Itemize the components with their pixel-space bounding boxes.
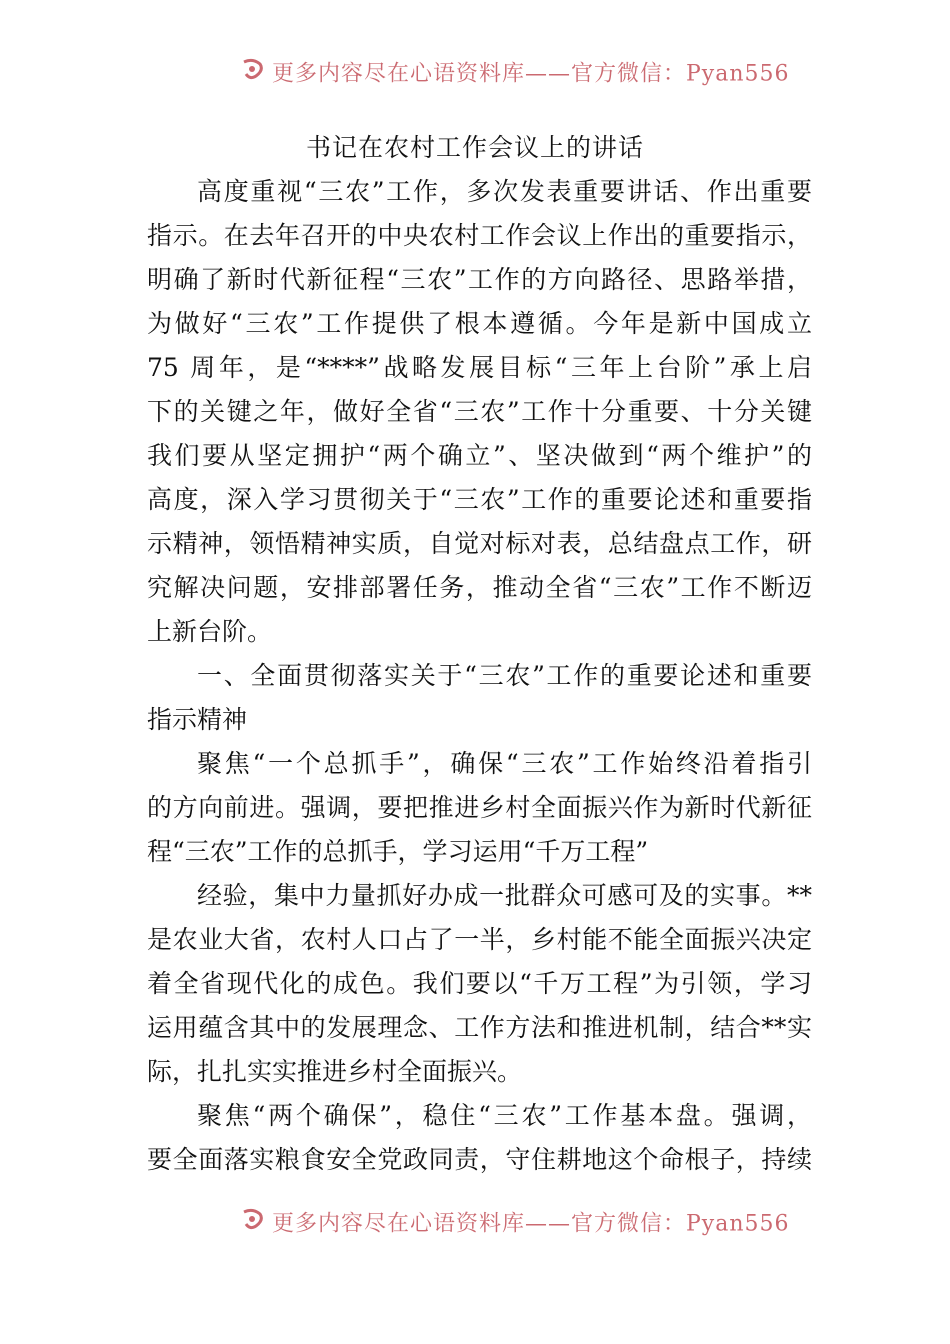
text-line: 要全面落实粮食安全党政同责，守住耕地这个命根子，持续 — [147, 1145, 812, 1174]
text-line: 程“三农”工作的总抓手，学习运用“千万工程” — [147, 837, 649, 866]
text-line: 75 周年，是“****”战略发展目标“三年上台阶”承上启 — [147, 353, 812, 382]
watermark-banner-bottom — [0, 1202, 950, 1236]
text-line: 的方向前进。强调，要把推进乡村全面振兴作为新时代新征 — [147, 793, 812, 822]
logo-icon — [240, 56, 266, 86]
text-line: 上新台阶。 — [147, 617, 273, 646]
text-line: 经验，集中力量抓好办成一批群众可感可及的实事。** — [197, 881, 812, 910]
logo-icon — [240, 1206, 266, 1236]
watermark-text: 更多内容尽在心语资料库——官方微信：Pyan556 — [272, 61, 790, 86]
watermark-text: 更多内容尽在心语资料库——官方微信：Pyan556 — [272, 1211, 790, 1236]
text-line: 聚焦“一个总抓手”，确保“三农”工作始终沿着指引 — [197, 749, 812, 778]
document-body — [147, 170, 812, 1182]
text-line: 明确了新时代新征程“三农”工作的方向路径、思路举措， — [147, 265, 812, 294]
text-line: 着全省现代化的成色。我们要以“千万工程”为引领，学习 — [147, 969, 812, 998]
text-line: 高度，深入学习贯彻关于“三农”工作的重要论述和重要指 — [147, 485, 812, 514]
text-line: 聚焦“两个确保”，稳住“三农”工作基本盘。强调， — [197, 1101, 812, 1130]
text-line: 究解决问题，安排部署任务，推动全省“三农”工作不断迈 — [147, 573, 812, 602]
watermark-banner-top — [0, 52, 950, 86]
text-line: 为做好“三农”工作提供了根本遵循。今年是新中国成立 — [147, 309, 812, 338]
text-line: 是农业大省，农村人口占了一半，乡村能不能全面振兴决定 — [147, 925, 812, 954]
text-line: 指示精神 — [147, 705, 248, 734]
document-title: 书记在农村工作会议上的讲话 — [305, 133, 644, 162]
text-line: 下的关键之年，做好全省“三农”工作十分重要、十分关键 — [147, 397, 812, 426]
text-line: 示精神，领悟精神实质，自觉对标对表，总结盘点工作，研 — [147, 529, 812, 558]
text-line: 一、全面贯彻落实关于“三农”工作的重要论述和重要 — [197, 661, 812, 690]
text-line: 指示。在去年召开的中央农村工作会议上作出的重要指示， — [147, 221, 812, 250]
text-line: 运用蕴含其中的发展理念、工作方法和推进机制，结合**实 — [147, 1013, 812, 1042]
text-line: 我们要从坚定拥护“两个确立”、坚决做到“两个维护”的 — [147, 441, 812, 470]
text-line: 际，扎扎实实推进乡村全面振兴。 — [147, 1057, 523, 1086]
text-line: 高度重视“三农”工作，多次发表重要讲话、作出重要 — [197, 177, 812, 206]
